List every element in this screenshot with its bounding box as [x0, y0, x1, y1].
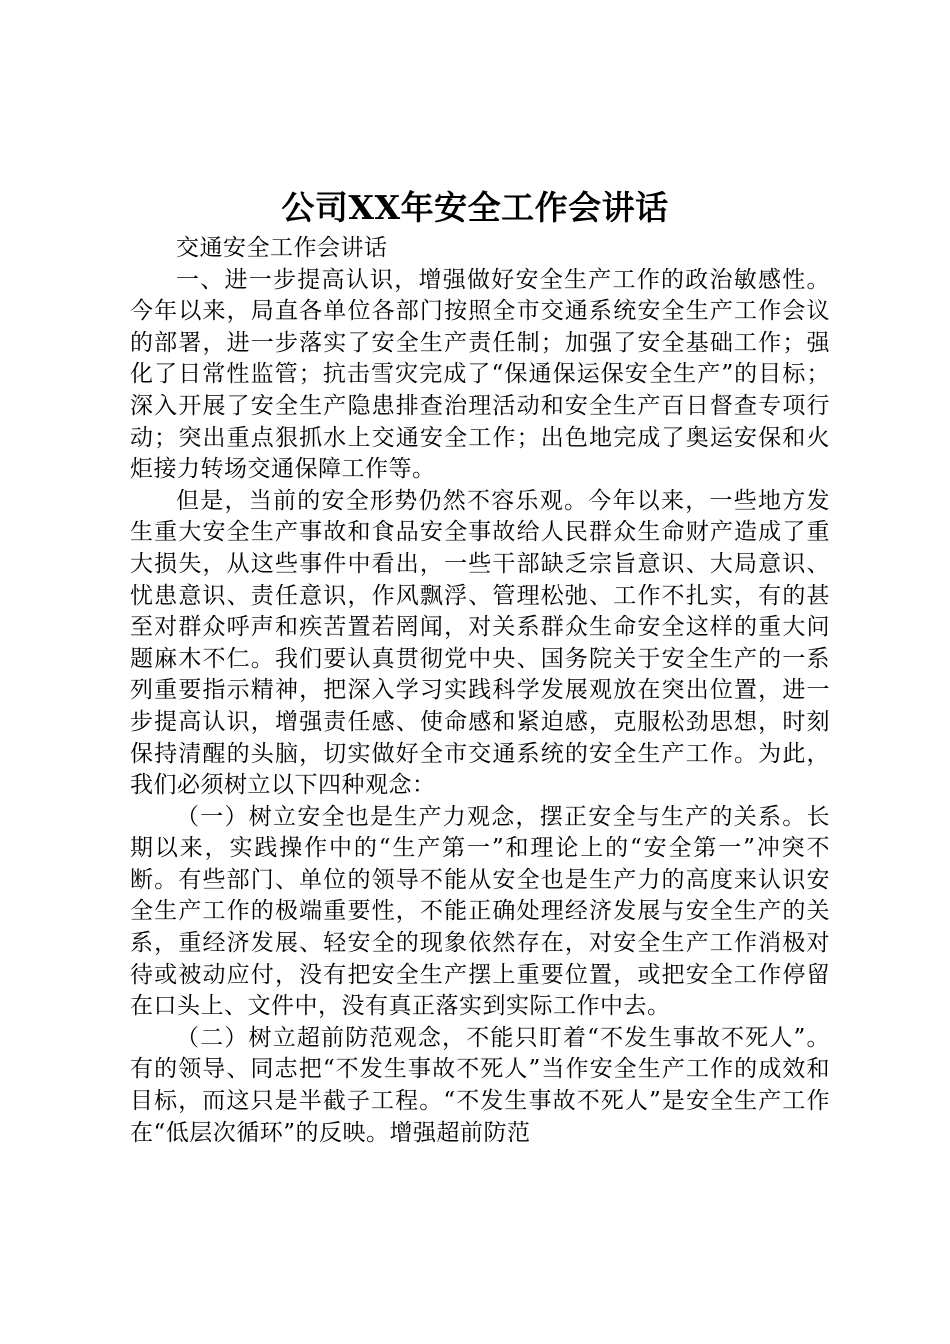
document-title: 公司XX年安全工作会讲话	[281, 188, 669, 227]
paragraph-subtitle: 交通安全工作会讲话	[176, 235, 388, 261]
paragraph-section-one: 一、进一步提高认识，增强做好安全生产工作的政治敏感性。今年以来，局直各单位各部门按照全市交通系统安全生产工作会议的部署，进一步落实了安全生产责任制；加强了安全基础工作；强化了日常性监管；抗击雪灾完成了“保通保运保安全生产”的目标；深入开展了安全生产隐患排查治理活动和安全生产百日督查专项行动；突出重点狠抓水上交通安全工作；出色地完成了奥运安保和火炬接力转场交通保障工作等。	[130, 266, 830, 483]
document-body	[130, 233, 830, 1149]
paragraph-concept-two: （二）树立超前防范观念，不能只盯着“不发生事故不死人”。有的领导、同志把“不发生事故不死人”当作安全生产工作的成效和目标，而这只是半截子工程。“不发生事故不死人”是安全生产工作在“低层次循环”的反映。增强超前防范	[130, 1024, 830, 1146]
paragraph-concept-one: （一）树立安全也是生产力观念，摆正安全与生产的关系。长期以来，实践操作中的“生产第一”和理论上的“安全第一”冲突不断。有些部门、单位的领导不能从安全也是生产力的高度来认识安全生产工作的极端重要性，不能正确处理经济发展与安全生产的关系，重经济发展、轻安全的现象依然存在，对安全生产工作消极对待或被动应付，没有把安全生产摆上重要位置，或把安全工作停留在口头上、文件中，没有真正落实到实际工作中去。	[130, 803, 830, 1020]
paragraph-situation: 但是，当前的安全形势仍然不容乐观。今年以来，一些地方发生重大安全生产事故和食品安全事故给人民群众生命财产造成了重大损失，从这些事件中看出，一些干部缺乏宗旨意识、大局意识、忧患意识、责任意识，作风飘浮、管理松弛、工作不扎实，有的甚至对群众呼声和疾苦置若罔闻，对关系群众生命安全这样的重大问题麻木不仁。我们要认真贯彻党中央、国务院关于安全生产的一系列重要指示精神，把深入学习实践科学发展观放在突出位置，进一步提高认识，增强责任感、使命感和紧迫感，克服松劲思想，时刻保持清醒的头脑，切实做好全市交通系统的安全生产工作。为此，我们必须树立以下四种观念：	[130, 487, 830, 799]
